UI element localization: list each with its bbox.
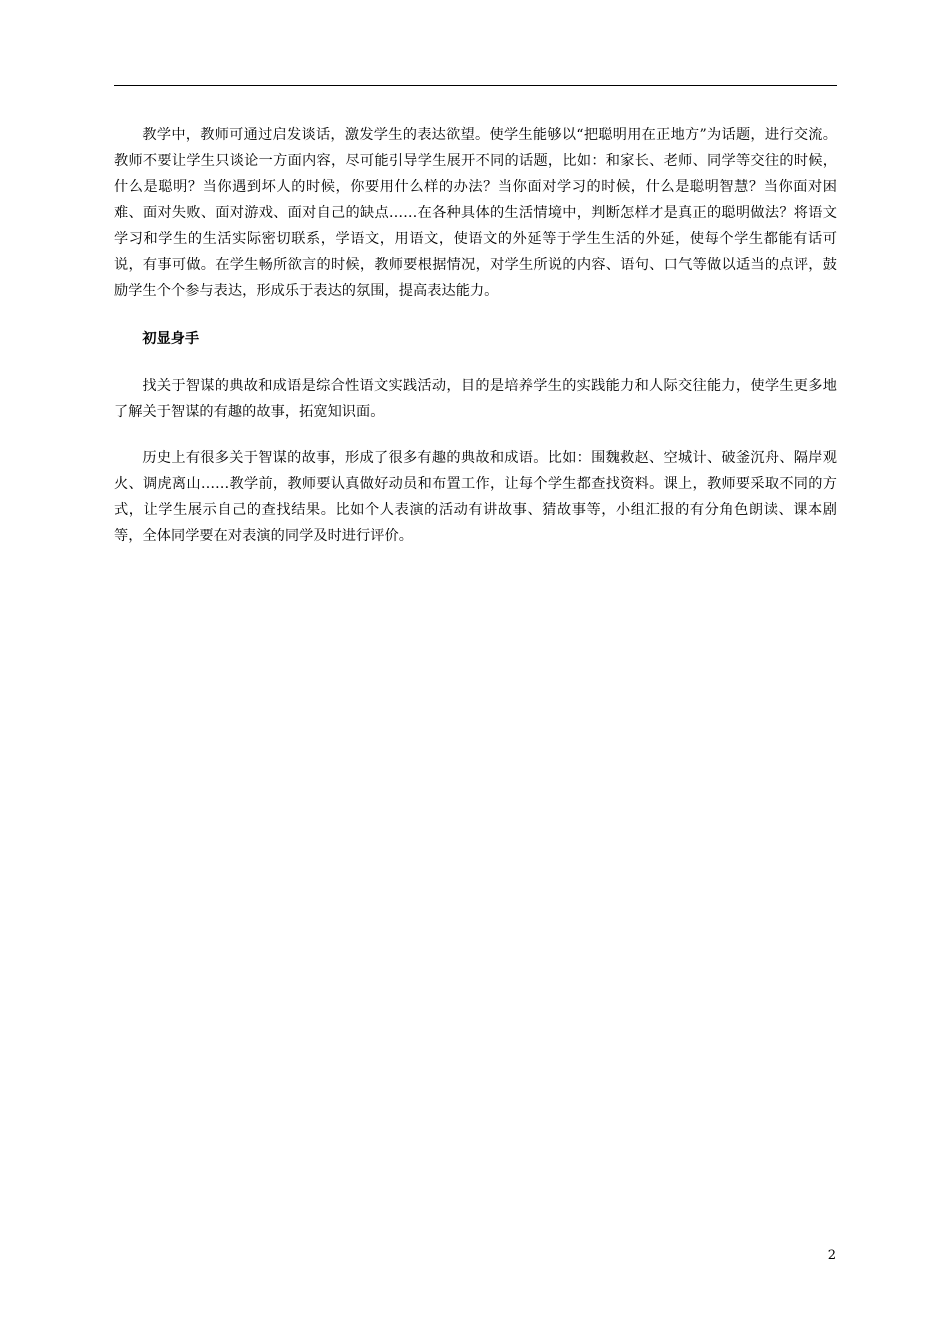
header-rule xyxy=(114,85,837,86)
paragraph-activity-purpose: 找关于智谋的典故和成语是综合性语文实践活动，目的是培养学生的实践能力和人际交往能力，使学生更多地了解关于智谋的有趣的故事，拓宽知识面。 xyxy=(114,378,837,420)
paragraph-history-stories: 历史上有很多关于智谋的故事，形成了很多有趣的典故和成语。比如：围魏救赵、空城计、破釜沉舟、隔岸观火、调虎离山……教学前，教师要认真做好动员和布置工作，让每个学生都查找资料。课上，教师要采取不同的方式，让学生展示自己的查找结果。比如个人表演的活动有讲故事、猜故事等，小组汇报的有分角色朗读、课本剧等，全体同学要在对表演的同学及时进行评价。 xyxy=(114,450,837,544)
document-body xyxy=(114,122,837,549)
paragraph-teaching-discussion: 教学中，教师可通过启发谈话，激发学生的表达欲望。使学生能够以“把聪明用在正地方”为话题，进行交流。教师不要让学生只谈论一方面内容，尽可能引导学生展开不同的话题，比如：和家长、老师、同学等交往的时候，什么是聪明？当你遇到坏人的时候，你要用什么样的办法？当你面对学习的时候，什么是聪明智慧？当你面对困难、面对失败、面对游戏、面对自己的缺点……在各种具体的生活情境中，判断怎样才是真正的聪明做法？将语文学习和学生的生活实际密切联系，学语文，用语文，使语文的外延等于学生生活的外延，使每个学生都能有话可说，有事可做。在学生畅所欲言的时候，教师要根据情况，对学生所说的内容、语句、口气等做以适当的点评，鼓励学生个个参与表达，形成乐于表达的氛围，提高表达能力。 xyxy=(114,127,837,299)
section-heading: 初显身手 xyxy=(142,331,200,347)
page-number: 2 xyxy=(827,1248,836,1263)
